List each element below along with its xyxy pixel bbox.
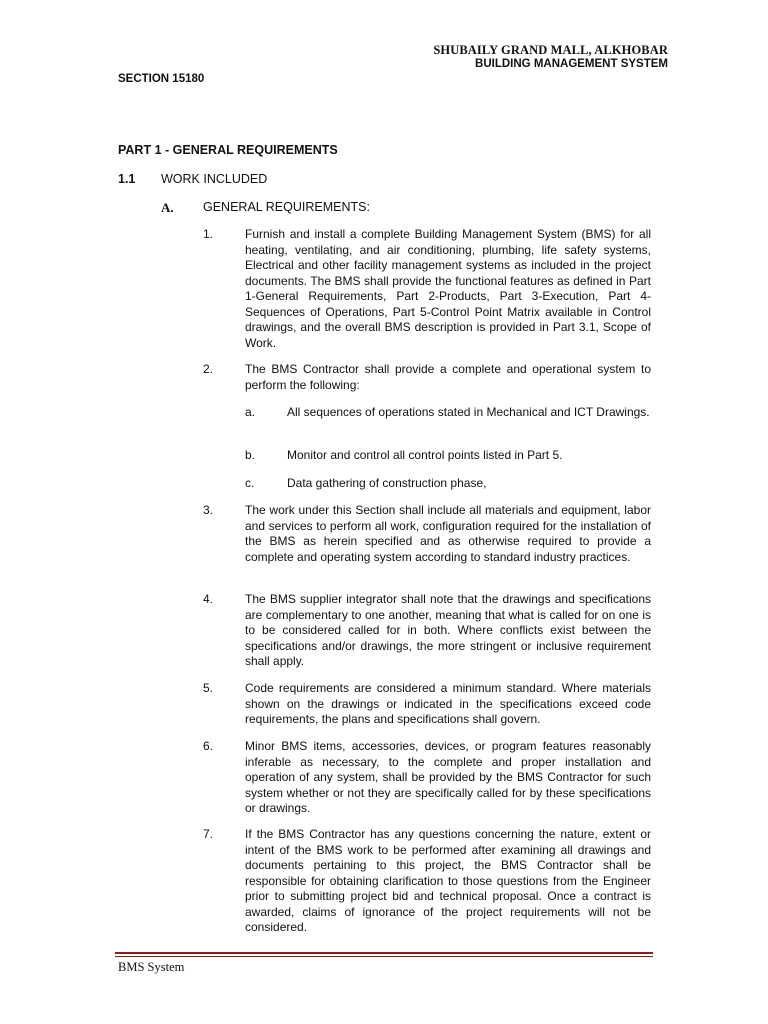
item-text: Code requirements are considered a minimum standard. Where materials shown on the drawings or indicated in the specifications exceed code requirements, the plans and specifications shall govern.: [245, 681, 651, 726]
subsection-title: GENERAL REQUIREMENTS:: [203, 200, 370, 214]
item-text: The BMS supplier integrator shall note that the drawings and specifications are complementary to one another, meaning that what is called for on one is to be considered called for in both. Where conflicts exist between the specifications and/or drawings, the more stringent or inclusive requirement shall apply.: [245, 592, 651, 668]
sub-item-letter: c.: [245, 476, 255, 490]
subsection-letter: A.: [161, 200, 174, 215]
part-title: PART 1 - GENERAL REQUIREMENTS: [118, 143, 338, 157]
item-number: 4.: [203, 592, 214, 606]
item-number: 2.: [203, 362, 214, 376]
header-project-name: SHUBAILY GRAND MALL, ALKHOBAR: [433, 43, 668, 57]
item-text: Minor BMS items, accessories, devices, or program features reasonably inferable as necessary, to the complete and proper installation and operation of any system, shall be provided by the BMS Contractor for such system whether or not they are specifically called for by these specifications or drawings.: [245, 739, 651, 815]
requirement-item-6: [203, 739, 651, 817]
item-text: Furnish and install a complete Building Management System (BMS) for all heating, ventilating, and air conditioning, plumbing, life safety systems, Electrical and other facility management systems as included in the project documents. The BMS shall provide the functional features as defined in Part 1-General Requirements, Part 2-Products, Part 3-Execution, Part 4-Sequences of Operations, Part 5-Control Point Matrix available in Control drawings, and the overall BMS description is provided in Part 3.1, Scope of Work.: [245, 227, 651, 350]
requirement-item-3: [203, 503, 651, 565]
clause-title: WORK INCLUDED: [161, 172, 268, 186]
sub-item-b: [245, 448, 651, 464]
footer-label: BMS System: [118, 960, 185, 974]
item-number: 3.: [203, 503, 214, 517]
sub-item-a: [245, 405, 651, 421]
requirement-item-1: [203, 227, 651, 351]
sub-item-letter: a.: [245, 405, 256, 419]
clause-number: 1.1: [118, 172, 136, 186]
item-text: The work under this Section shall include all materials and equipment, labor and services to perform all work, configuration required for the installation of the BMS as herein specified and as otherwise required to provide a complete and operating system according to standard industry practices.: [245, 503, 651, 564]
requirement-item-5: [203, 681, 651, 728]
sub-item-text: Monitor and control all control points listed in Part 5.: [287, 448, 563, 462]
item-text: If the BMS Contractor has any questions concerning the nature, extent or intent of the BMS work to be performed after examining all drawings and documents pertaining to this project, the BMS Contractor shall be responsible for obtaining clarification to those questions from the Engineer prior to submitting project bid and technical proposal. Once a contract is awarded, claims of ignorance of the project requirements will not be considered.: [245, 827, 651, 934]
requirement-item-4: [203, 592, 651, 670]
sub-item-text: All sequences of operations stated in Mechanical and ICT Drawings.: [287, 405, 650, 419]
item-number: 6.: [203, 739, 214, 753]
sub-item-c: [245, 476, 651, 492]
item-number: 1.: [203, 227, 214, 241]
footer-rule-thin: [115, 956, 653, 957]
sub-item-letter: b.: [245, 448, 256, 462]
item-number: 7.: [203, 827, 214, 841]
item-number: 5.: [203, 681, 214, 695]
header-system-name: BUILDING MANAGEMENT SYSTEM: [475, 58, 668, 70]
section-label: SECTION 15180: [118, 73, 205, 85]
requirement-item-7: [203, 827, 651, 936]
requirement-item-2: [203, 362, 651, 393]
item-text: The BMS Contractor shall provide a complete and operational system to perform the following:: [245, 362, 651, 392]
sub-item-text: Data gathering of construction phase,: [287, 476, 487, 490]
footer-rule-thick: [115, 952, 653, 954]
